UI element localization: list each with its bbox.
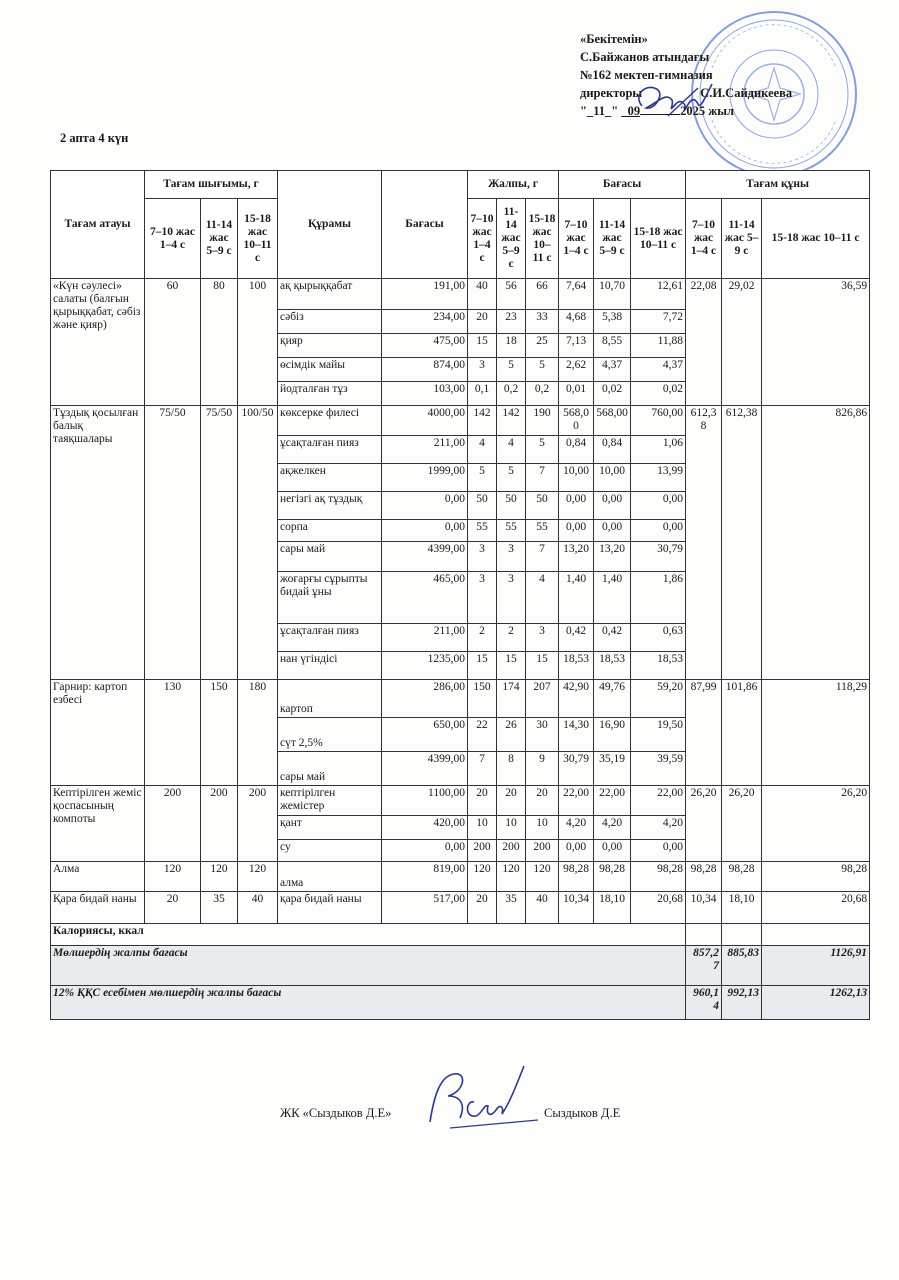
ingredient-cost: 0,00	[559, 840, 594, 862]
ingredient-cost: 18,53	[594, 652, 631, 680]
dish-cost: 26,20	[762, 786, 870, 862]
dish-name: Гарнир: картоп езбесі	[51, 680, 145, 786]
dish-cost: 98,28	[686, 862, 722, 892]
ingredient-grams: 9	[526, 752, 559, 786]
ingredient-grams: 20	[497, 786, 526, 816]
ingredient-cost: 8,55	[594, 334, 631, 358]
dish-cost: 87,99	[686, 680, 722, 786]
ingredient-cost: 7,72	[631, 310, 686, 334]
ingredient-cost: 12,61	[631, 279, 686, 310]
ingredient-grams: 200	[497, 840, 526, 862]
dish-yield: 35	[201, 892, 238, 924]
dish-cost: 26,20	[722, 786, 762, 862]
header-age: 11-14 жас 5–9 с	[594, 199, 631, 279]
ingredient-price: 874,00	[382, 358, 468, 382]
calories-row	[51, 924, 870, 946]
dish-yield: 100	[238, 279, 278, 406]
ingredient-grams: 30	[526, 718, 559, 752]
ingredient-cost: 98,28	[631, 862, 686, 892]
ingredient-grams: 200	[468, 840, 497, 862]
ingredient-cost: 13,20	[594, 542, 631, 572]
ingredient-row	[51, 680, 870, 718]
dish-yield: 200	[201, 786, 238, 862]
total-value: 1126,91	[762, 946, 870, 986]
ingredient-grams: 5	[526, 436, 559, 464]
ingredient-cost: 4,20	[631, 816, 686, 840]
dish-cost: 10,34	[686, 892, 722, 924]
dish-cost: 98,28	[722, 862, 762, 892]
ingredient-grams: 50	[468, 492, 497, 520]
director-name: С.И.Сайдикеева	[700, 86, 793, 100]
ingredient-grams: 4	[526, 572, 559, 624]
ingredient-grams: 190	[526, 406, 559, 436]
ingredient-grams: 8	[497, 752, 526, 786]
dish-yield: 120	[201, 862, 238, 892]
dish-cost: 22,08	[686, 279, 722, 406]
vat-total-value: 992,13	[722, 986, 762, 1020]
header-dish-cost: Тағам құны	[686, 171, 870, 199]
menu-body	[51, 279, 870, 924]
ingredient-grams: 5	[497, 358, 526, 382]
ingredient-grams: 20	[468, 892, 497, 924]
ingredient-grams: 200	[526, 840, 559, 862]
ingredient-cost: 0,42	[594, 624, 631, 652]
menu-table	[50, 170, 870, 1020]
ingredient-cost: 10,34	[559, 892, 594, 924]
ingredient-name: сары май	[278, 542, 382, 572]
ingredient-price: 4399,00	[382, 752, 468, 786]
ingredient-grams: 10	[526, 816, 559, 840]
dish-cost: 612,38	[686, 406, 722, 680]
ingredient-grams: 10	[468, 816, 497, 840]
dish-cost: 20,68	[762, 892, 870, 924]
approval-line1: С.Байжанов атындағы	[580, 50, 710, 64]
ingredient-cost: 0,00	[559, 492, 594, 520]
ingredient-cost: 568,00	[559, 406, 594, 436]
ingredient-cost: 18,10	[594, 892, 631, 924]
ingredient-cost: 2,62	[559, 358, 594, 382]
ingredient-grams: 3	[526, 624, 559, 652]
dish-cost: 612,38	[722, 406, 762, 680]
ingredient-grams: 66	[526, 279, 559, 310]
ingredient-grams: 3	[468, 358, 497, 382]
ingredient-cost: 1,40	[559, 572, 594, 624]
ingredient-grams: 56	[497, 279, 526, 310]
dish-cost: 29,02	[722, 279, 762, 406]
ingredient-grams: 174	[497, 680, 526, 718]
dish-yield: 150	[201, 680, 238, 786]
ingredient-price: 103,00	[382, 382, 468, 406]
ingredient-cost: 568,00	[594, 406, 631, 436]
header-age: 15-18 жас 10–11 с	[526, 199, 559, 279]
ingredient-cost: 10,00	[559, 464, 594, 492]
ingredient-price: 650,00	[382, 718, 468, 752]
ingredient-name: ұсақталған пияз	[278, 624, 382, 652]
ingredient-grams: 120	[526, 862, 559, 892]
ingredient-price: 517,00	[382, 892, 468, 924]
ingredient-cost: 1,86	[631, 572, 686, 624]
ingredient-price: 0,00	[382, 492, 468, 520]
ingredient-cost: 30,79	[559, 752, 594, 786]
ingredient-grams: 207	[526, 680, 559, 718]
header-composition: Құрамы	[278, 171, 382, 279]
header-age: 15-18 жас 10–11 с	[762, 199, 870, 279]
ingredient-price: 0,00	[382, 840, 468, 862]
ingredient-price: 191,00	[382, 279, 468, 310]
ingredient-cost: 4,68	[559, 310, 594, 334]
ingredient-cost: 0,42	[559, 624, 594, 652]
header-age: 15-18 жас 10–11 с	[238, 199, 278, 279]
ingredient-row	[51, 279, 870, 310]
ingredient-cost: 98,28	[594, 862, 631, 892]
ingredient-price: 1999,00	[382, 464, 468, 492]
ingredient-cost: 0,00	[559, 520, 594, 542]
ingredient-grams: 5	[468, 464, 497, 492]
dish-name: Кептірілген жеміс қоспасының компоты	[51, 786, 145, 862]
header-age: 7–10 жас 1–4 с	[145, 199, 201, 279]
ingredient-cost: 0,84	[594, 436, 631, 464]
ingredient-name: сүт 2,5%	[278, 718, 382, 752]
header-price: Бағасы	[382, 171, 468, 279]
ingredient-cost: 98,28	[559, 862, 594, 892]
dish-yield: 80	[201, 279, 238, 406]
ingredient-grams: 55	[468, 520, 497, 542]
header-age: 15-18 жас 10–11 с	[631, 199, 686, 279]
ingredient-grams: 3	[468, 542, 497, 572]
ingredient-cost: 0,00	[631, 840, 686, 862]
ingredient-grams: 18	[497, 334, 526, 358]
ingredient-cost: 10,70	[594, 279, 631, 310]
ingredient-grams: 0,1	[468, 382, 497, 406]
ingredient-grams: 15	[468, 652, 497, 680]
dish-yield: 180	[238, 680, 278, 786]
header-dish: Тағам атауы	[51, 171, 145, 279]
ingredient-grams: 142	[468, 406, 497, 436]
ingredient-price: 4399,00	[382, 542, 468, 572]
ingredient-cost: 7,64	[559, 279, 594, 310]
ingredient-grams: 20	[526, 786, 559, 816]
ingredient-name: нан үгіндісі	[278, 652, 382, 680]
header-age: 7–10 жас 1–4 с	[559, 199, 594, 279]
ingredient-cost: 0,01	[559, 382, 594, 406]
ingredient-price: 1100,00	[382, 786, 468, 816]
approval-line2: №162 мектеп-гимназия	[580, 68, 713, 82]
ingredient-name: қара бидай наны	[278, 892, 382, 924]
ingredient-grams: 7	[526, 464, 559, 492]
director-prefix: директоры	[580, 86, 643, 100]
ingredient-cost: 0,02	[594, 382, 631, 406]
ingredient-cost: 13,20	[559, 542, 594, 572]
ingredient-cost: 4,20	[559, 816, 594, 840]
ingredient-grams: 0,2	[497, 382, 526, 406]
ingredient-cost: 0,63	[631, 624, 686, 652]
date-day: "_11_"	[580, 104, 619, 118]
ingredient-cost: 760,00	[631, 406, 686, 436]
ingredient-name: ақжелкен	[278, 464, 382, 492]
ingredient-grams: 35	[497, 892, 526, 924]
ingredient-cost: 0,84	[559, 436, 594, 464]
header-age: 7–10 жас 1–4 с	[468, 199, 497, 279]
header-age: 7–10 жас 1–4 с	[686, 199, 722, 279]
ingredient-grams: 5	[497, 464, 526, 492]
calories-label: Калориясы, ккал	[51, 924, 686, 946]
dish-name: Алма	[51, 862, 145, 892]
ingredient-row	[51, 786, 870, 816]
ingredient-price: 420,00	[382, 816, 468, 840]
ingredient-grams: 20	[468, 310, 497, 334]
ingredient-cost: 42,90	[559, 680, 594, 718]
ingredient-cost: 22,00	[594, 786, 631, 816]
ingredient-price: 465,00	[382, 572, 468, 624]
total-value: 857,27	[686, 946, 722, 986]
vat-total-row	[51, 986, 870, 1020]
dish-yield: 120	[238, 862, 278, 892]
ingredient-price: 0,00	[382, 520, 468, 542]
ingredient-grams: 7	[468, 752, 497, 786]
ingredient-cost: 0,00	[594, 520, 631, 542]
ingredient-name: көксерке филесі	[278, 406, 382, 436]
ingredient-cost: 20,68	[631, 892, 686, 924]
ingredient-grams: 120	[468, 862, 497, 892]
ingredient-price: 211,00	[382, 624, 468, 652]
ingredient-cost: 14,30	[559, 718, 594, 752]
ingredient-cost: 1,40	[594, 572, 631, 624]
ingredient-grams: 55	[497, 520, 526, 542]
ingredient-grams: 2	[497, 624, 526, 652]
ingredient-grams: 55	[526, 520, 559, 542]
vat-total-label: 12% ҚҚС есебімен мөлшердің жалпы бағасы	[51, 986, 686, 1020]
dish-name: «Күн сәулесі» салаты (балғын қырыққабат, сәбіз және қияр)	[51, 279, 145, 406]
dish-yield: 40	[238, 892, 278, 924]
ingredient-cost: 0,00	[594, 492, 631, 520]
ingredient-cost: 59,20	[631, 680, 686, 718]
ingredient-price: 211,00	[382, 436, 468, 464]
director-signature	[628, 76, 728, 126]
ingredient-price: 819,00	[382, 862, 468, 892]
ingredient-grams: 15	[497, 652, 526, 680]
total-value: 885,83	[722, 946, 762, 986]
header-age: 11-14 жас 5–9 с	[497, 199, 526, 279]
vat-total-value: 960,14	[686, 986, 722, 1020]
ingredient-cost: 16,90	[594, 718, 631, 752]
ingredient-cost: 0,02	[631, 382, 686, 406]
footer-right: Сыздыков Д.Е	[544, 1106, 621, 1120]
day-label: 2 апта 4 күн	[60, 131, 129, 145]
total-label: Мөлшердің жалпы бағасы	[51, 946, 686, 986]
dish-cost: 98,28	[762, 862, 870, 892]
ingredient-cost: 11,88	[631, 334, 686, 358]
ingredient-cost: 4,37	[631, 358, 686, 382]
ingredient-grams: 3	[497, 542, 526, 572]
ingredient-cost: 0,00	[631, 520, 686, 542]
dish-yield: 120	[145, 862, 201, 892]
ingredient-cost: 1,06	[631, 436, 686, 464]
ingredient-grams: 50	[526, 492, 559, 520]
ingredient-name: су	[278, 840, 382, 862]
ingredient-grams: 23	[497, 310, 526, 334]
dish-cost: 118,29	[762, 680, 870, 786]
ingredient-name: негізгі ақ тұздық	[278, 492, 382, 520]
ingredient-grams: 7	[526, 542, 559, 572]
date-year: 2025 жыл	[680, 104, 735, 118]
ingredient-grams: 2	[468, 624, 497, 652]
ingredient-cost: 0,00	[631, 492, 686, 520]
ingredient-cost: 30,79	[631, 542, 686, 572]
ingredient-price: 1235,00	[382, 652, 468, 680]
dish-name: Тұздық қосылған балық таяқшалары	[51, 406, 145, 680]
footer-left: ЖК «Сыздыков Д.Е»	[280, 1106, 392, 1120]
dish-cost: 36,59	[762, 279, 870, 406]
ingredient-row	[51, 406, 870, 436]
ingredient-grams: 120	[497, 862, 526, 892]
ingredient-price: 4000,00	[382, 406, 468, 436]
dish-cost: 826,86	[762, 406, 870, 680]
ingredient-cost: 22,00	[631, 786, 686, 816]
dish-cost: 26,20	[686, 786, 722, 862]
ingredient-cost: 0,00	[594, 840, 631, 862]
approval-title: «Бекітемін»	[580, 32, 648, 46]
ingredient-name: қияр	[278, 334, 382, 358]
ingredient-cost: 4,20	[594, 816, 631, 840]
ingredient-grams: 0,2	[526, 382, 559, 406]
ingredient-name: ақ қырыққабат	[278, 279, 382, 310]
ingredient-row	[51, 892, 870, 924]
dish-name: Қара бидай наны	[51, 892, 145, 924]
dish-yield: 60	[145, 279, 201, 406]
ingredient-name: сары май	[278, 752, 382, 786]
ingredient-grams: 10	[497, 816, 526, 840]
total-row	[51, 946, 870, 986]
ingredient-name: алма	[278, 862, 382, 892]
ingredient-price: 234,00	[382, 310, 468, 334]
ingredient-cost: 18,53	[631, 652, 686, 680]
ingredient-cost: 10,00	[594, 464, 631, 492]
ingredient-name: жоғарғы сұрыпты бидай ұны	[278, 572, 382, 624]
dish-yield: 75/50	[145, 406, 201, 680]
dish-cost: 18,10	[722, 892, 762, 924]
ingredient-grams: 15	[468, 334, 497, 358]
ingredient-grams: 40	[468, 279, 497, 310]
ingredient-grams: 20	[468, 786, 497, 816]
date-month: _09	[621, 104, 641, 118]
ingredient-grams: 33	[526, 310, 559, 334]
header-age: 11-14 жас 5–9 с	[201, 199, 238, 279]
ingredient-name: ұсақталған пияз	[278, 436, 382, 464]
ingredient-grams: 142	[497, 406, 526, 436]
ingredient-name: йодталған тұз	[278, 382, 382, 406]
header-yield: Тағам шығымы, г	[145, 171, 278, 199]
dish-cost: 101,86	[722, 680, 762, 786]
ingredient-grams: 22	[468, 718, 497, 752]
ingredient-name: сәбіз	[278, 310, 382, 334]
ingredient-grams: 3	[468, 572, 497, 624]
ingredient-cost: 39,59	[631, 752, 686, 786]
ingredient-price: 475,00	[382, 334, 468, 358]
ingredient-grams: 5	[526, 358, 559, 382]
ingredient-name: қант	[278, 816, 382, 840]
ingredient-name: картоп	[278, 680, 382, 718]
ingredient-cost: 13,99	[631, 464, 686, 492]
dish-yield: 75/50	[201, 406, 238, 680]
ingredient-cost: 5,38	[594, 310, 631, 334]
dish-yield: 200	[238, 786, 278, 862]
ingredient-grams: 15	[526, 652, 559, 680]
ingredient-grams: 26	[497, 718, 526, 752]
ingredient-name: өсімдік майы	[278, 358, 382, 382]
ingredient-grams: 4	[497, 436, 526, 464]
vat-total-value: 1262,13	[762, 986, 870, 1020]
dish-yield: 130	[145, 680, 201, 786]
ingredient-grams: 50	[497, 492, 526, 520]
ingredient-cost: 4,37	[594, 358, 631, 382]
entrepreneur-signature	[420, 1056, 550, 1136]
dish-yield: 20	[145, 892, 201, 924]
dish-yield: 200	[145, 786, 201, 862]
dish-yield: 100/50	[238, 406, 278, 680]
ingredient-grams: 25	[526, 334, 559, 358]
ingredient-cost: 22,00	[559, 786, 594, 816]
ingredient-cost: 7,13	[559, 334, 594, 358]
header-age: 11-14 жас 5–9 с	[722, 199, 762, 279]
ingredient-cost: 18,53	[559, 652, 594, 680]
ingredient-grams: 150	[468, 680, 497, 718]
ingredient-cost: 49,76	[594, 680, 631, 718]
header-total: Жалпы, г	[468, 171, 559, 199]
ingredient-name: кептірілген жемістер	[278, 786, 382, 816]
ingredient-price: 286,00	[382, 680, 468, 718]
ingredient-name: сорпа	[278, 520, 382, 542]
ingredient-cost: 35,19	[594, 752, 631, 786]
header-cost: Бағасы	[559, 171, 686, 199]
ingredient-row	[51, 862, 870, 892]
ingredient-grams: 40	[526, 892, 559, 924]
ingredient-grams: 4	[468, 436, 497, 464]
ingredient-cost: 19,50	[631, 718, 686, 752]
ingredient-grams: 3	[497, 572, 526, 624]
